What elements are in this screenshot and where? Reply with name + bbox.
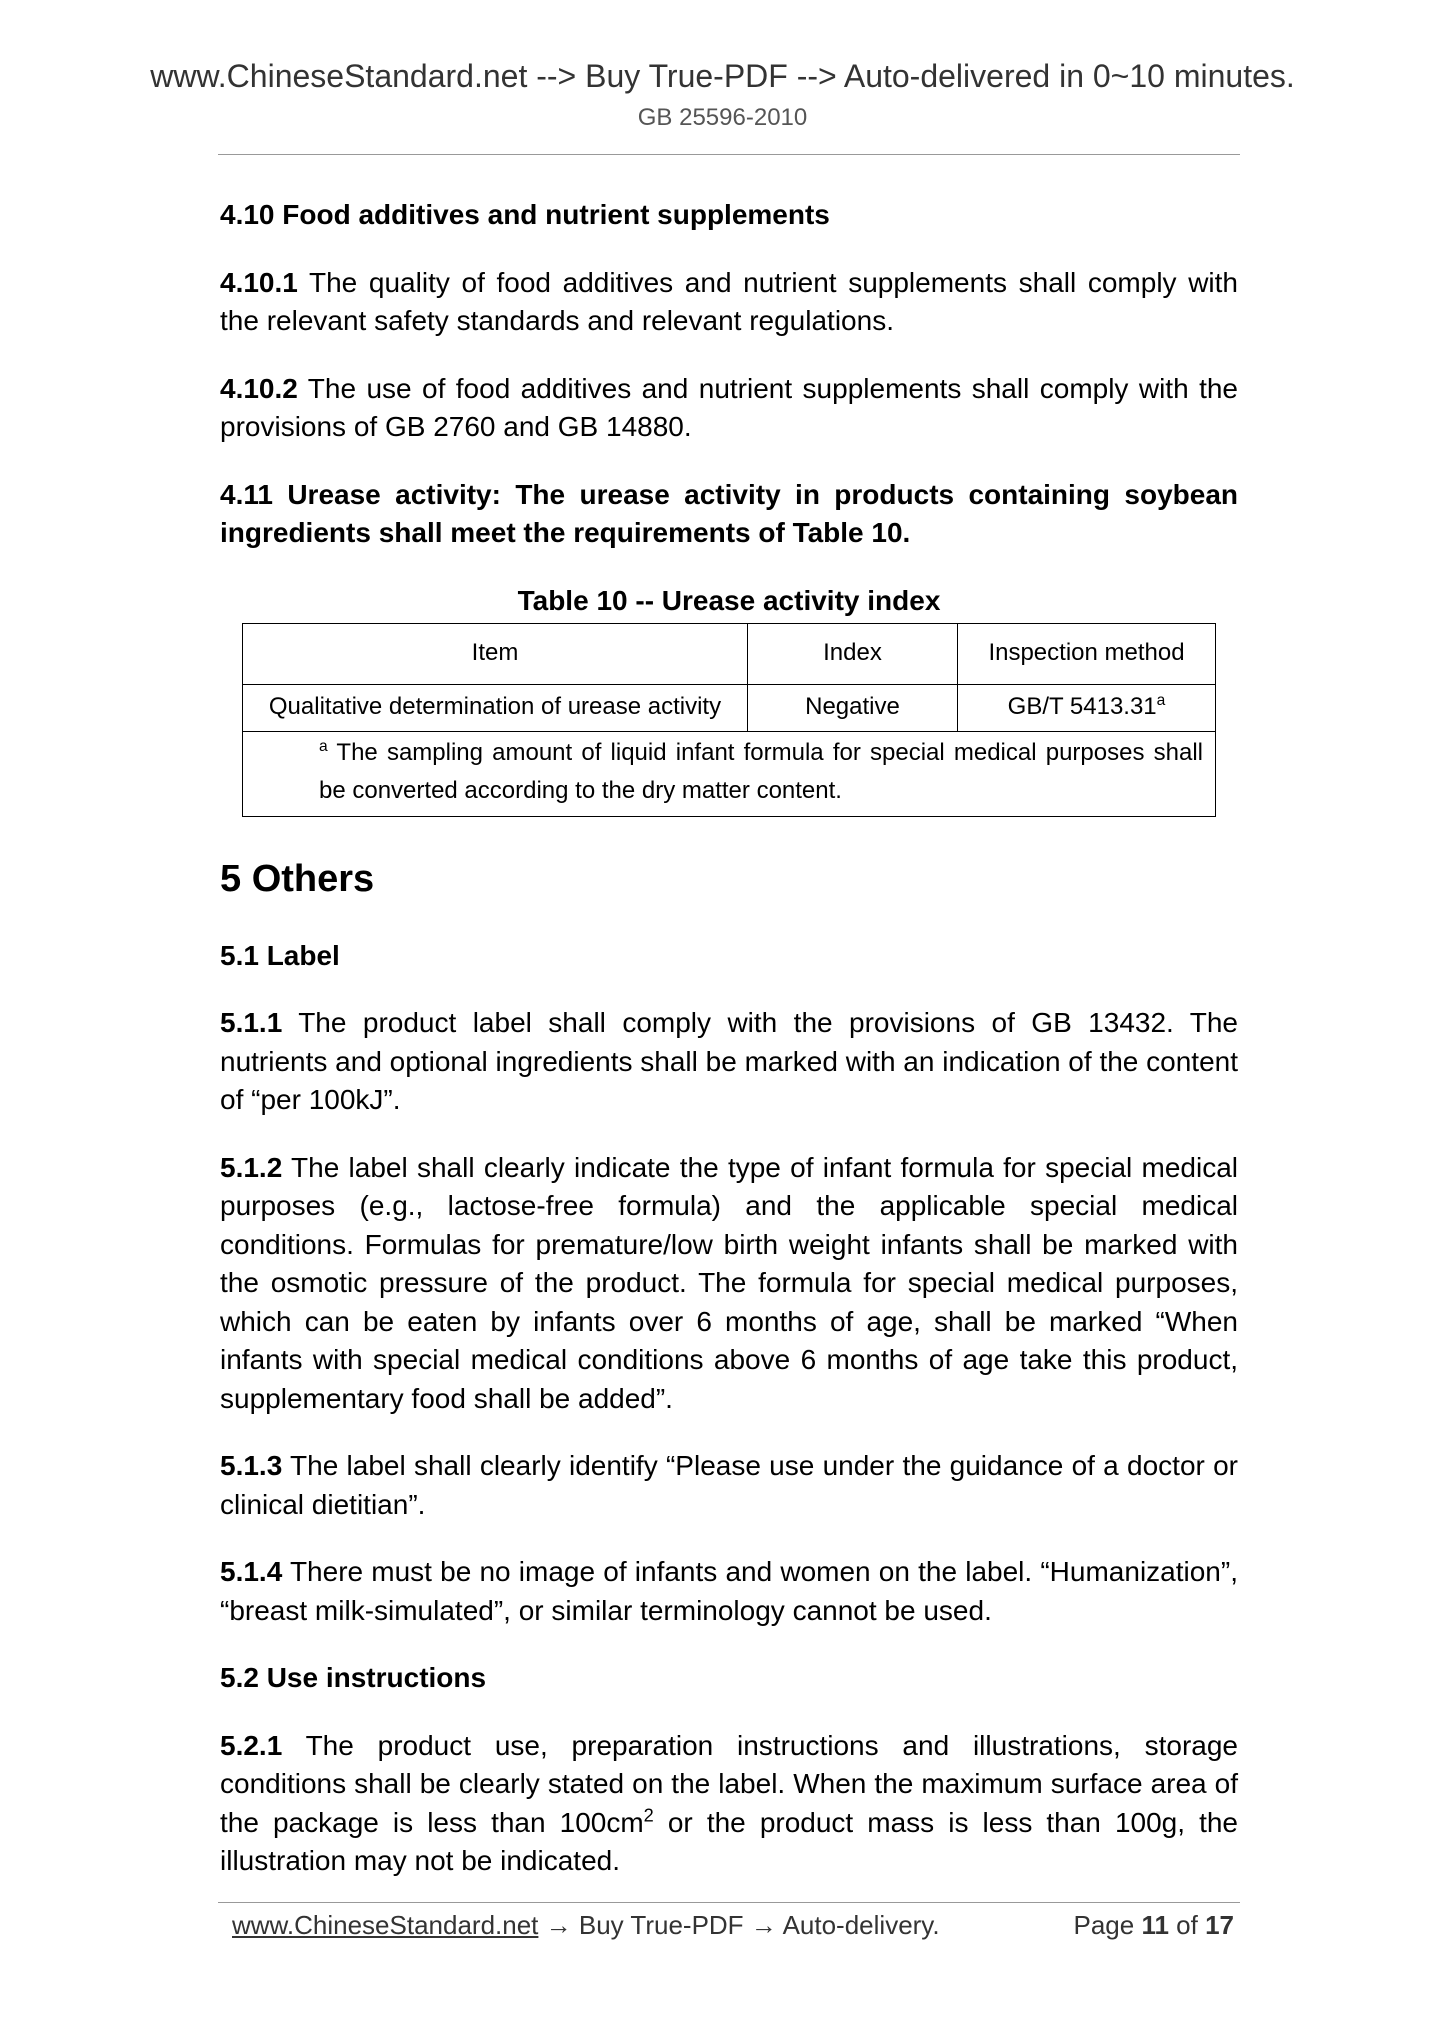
footnote-marker: a xyxy=(1156,692,1166,710)
paragraph-5-1-3 xyxy=(220,1447,1238,1524)
section-4-10-title: 4.10 Food additives and nutrient supplements xyxy=(220,199,830,230)
paragraph-4-11: 4.11 Urease activity: The urease activity in products containing soybean ingredients shall meet the requirements of Table 10. xyxy=(220,478,1238,548)
header-cell-item: Item xyxy=(243,623,748,684)
section-5-2-title: 5.2 Use instructions xyxy=(220,1662,487,1693)
table-10 xyxy=(242,623,1216,817)
document-body xyxy=(220,196,1238,1910)
clause-number: 4.10.2 xyxy=(220,372,298,404)
clause-text: The label shall clearly indicate the type of infant formula for special medical purposes (e.g., lactose-free formula) and the applicable special medical conditions. Formulas for premature/low birth weight infants shall be marked with the osmotic pressure of the product. The formula for special medical purposes, which can be eaten by infants over 6 months of age, shall be marked “When infants with special medical conditions above 6 months of age take this product, supplementary food shall be added”. xyxy=(220,1151,1238,1414)
table-header-row xyxy=(243,623,1216,684)
paragraph-5-2-1: 5.2.1 The product use, preparation instructions and illustrations, storage conditions shall be clearly stated on the label. When the maximum surface area of the package is less than $100cm^2$ or the product mass is less than 100g, the illustration may not be indicated. xyxy=(220,1729,1239,1876)
table-row xyxy=(243,684,1216,731)
section-5-title: 5 Others xyxy=(220,857,375,900)
page-total: 17 xyxy=(1205,1910,1234,1940)
header-divider xyxy=(218,154,1240,155)
paragraph-5-1-1 xyxy=(220,1004,1238,1120)
superscript: 2 xyxy=(643,1805,654,1826)
footer-promo: www.ChineseStandard.net → Buy True-PDF → Auto-delivery. xyxy=(232,1910,940,1940)
paragraph-5-1-2 xyxy=(220,1149,1238,1419)
table-footnote: $^a$ The sampling amount of liquid infant formula for special medical purposes shall be converted according to the dry matter content. xyxy=(243,731,1216,816)
clause-text: The label shall clearly identify “Please use under the guidance of a doctor or clinical dietitian”. xyxy=(220,1450,1238,1520)
paragraph-4-10-1 xyxy=(220,264,1238,341)
page-number: 11 xyxy=(1141,1910,1169,1940)
clause-text: The quality of food additives and nutrient supplements shall comply with the relevant safety standards and relevant regulations. xyxy=(220,266,1238,336)
clause-text: The product label shall comply with the provisions of GB 13432. The nutrients and optional ingredients shall be marked with an indication of the content of “per 100kJ”. xyxy=(220,1007,1238,1115)
footer-divider xyxy=(218,1902,1240,1903)
table-note-row xyxy=(243,731,1216,816)
clause-number: 5.2.1 xyxy=(220,1729,283,1761)
clause-number: 5.1.2 xyxy=(220,1151,283,1183)
clause-number: 5.1.3 xyxy=(220,1450,283,1481)
clause-text: The use of food additives and nutrient supplements shall comply with the provisions of GB 2760 and GB 14880. xyxy=(220,372,1238,442)
footnote-marker: a xyxy=(319,737,328,755)
cell-method: GB/T 5413.31$^a$ xyxy=(958,684,1216,731)
clause-text: There must be no image of infants and women on the label. “Humanization”, “breast milk-simulated”, or similar terminology cannot be used. xyxy=(220,1556,1238,1626)
header-banner: www.ChineseStandard.net --> Buy True-PDF --> Auto-delivered in 0~10 minutes. xyxy=(150,58,1295,94)
footer-site-link[interactable]: www.ChineseStandard.net xyxy=(232,1910,539,1940)
clause-number: 5.1.4 xyxy=(220,1556,283,1587)
table-10-caption: Table 10 -- Urease activity index xyxy=(517,584,941,616)
paragraph-4-10-2 xyxy=(220,370,1238,447)
page-indicator: Page 11 of 17 xyxy=(1073,1910,1234,1940)
header-cell-index: Index xyxy=(748,623,958,684)
section-5-1-title: 5.1 Label xyxy=(220,939,340,971)
clause-number: 5.1.1 xyxy=(220,1007,283,1038)
cell-item: Qualitative determination of urease activity xyxy=(243,684,748,731)
clause-number: 4.10.1 xyxy=(220,266,298,298)
standard-id: GB 25596-2010 xyxy=(637,104,808,131)
header-cell-method: Inspection method xyxy=(958,623,1216,684)
cell-index: Negative xyxy=(748,684,958,731)
paragraph-5-1-4 xyxy=(220,1553,1238,1630)
